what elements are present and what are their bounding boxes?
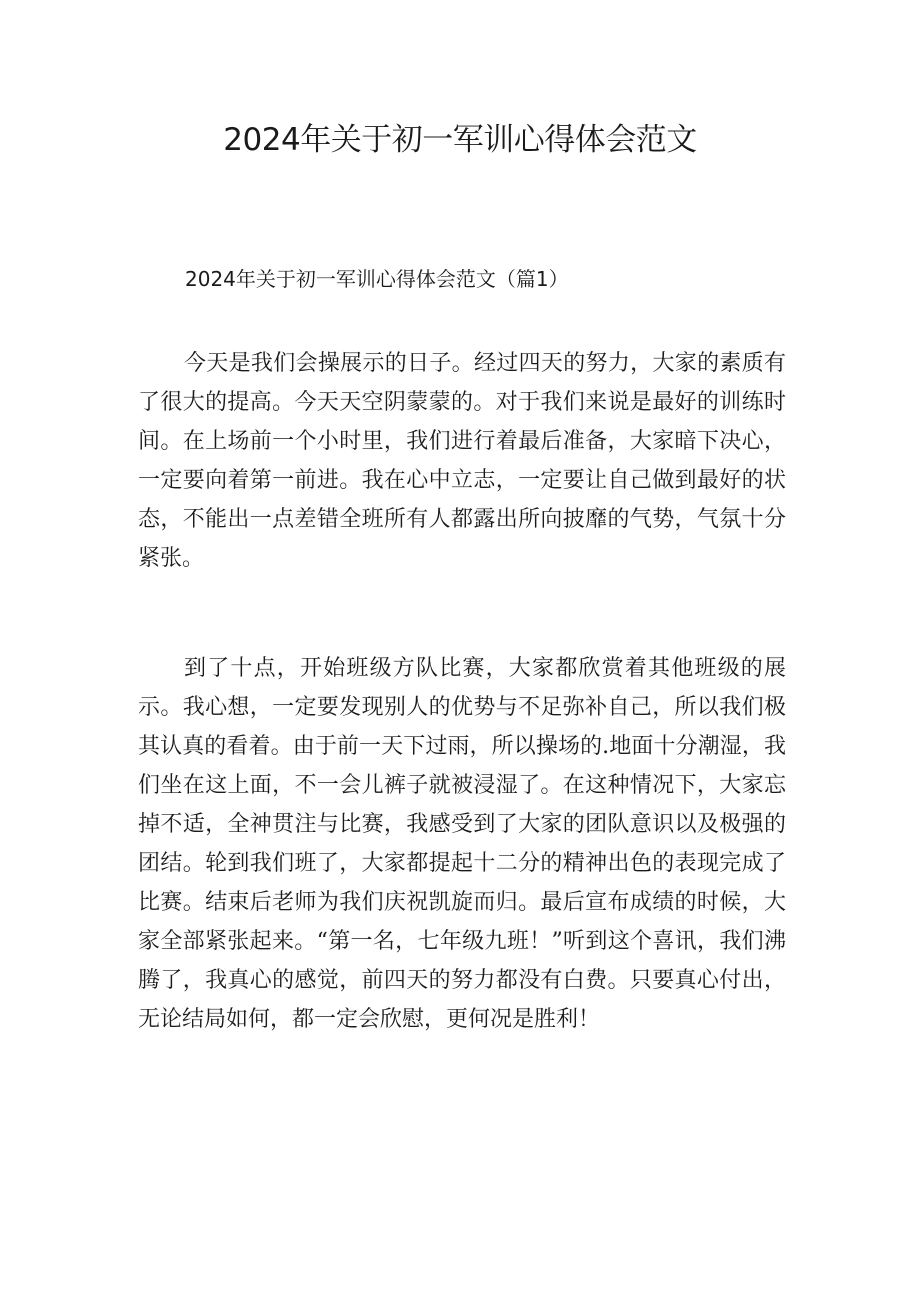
body-paragraph-2: 到了十点，开始班级方队比赛，大家都欣赏着其他班级的展示。我心想，一定要发现别人的优势与不足弥补自己，所以我们极其认真的看着。由于前一天下过雨，所以操场的.地面十分潮湿，我们坐在这上面，不一会儿裤子就被浸湿了。在这种情况下，大家忘掉不适，全神贯注与比赛，我感受到了大家的团队意识以及极强的团结。轮到我们班了，大家都提起十二分的精神出色的表现完成了比赛。结束后老师为我们庆祝凯旋而归。最后宣布成绩的时候，大家全部紧张起来。“第一名，七年级九班！”听到这个喜讯，我们沸腾了，我真心的感觉，前四天的努力都没有白费。只要真心付出，无论结局如何，都一定会欣慰，更何况是胜利！: [138, 656, 786, 1032]
document-title: 2024年关于初一军训心得体会范文: [223, 122, 697, 158]
body-paragraph-1: 今天是我们会操展示的日子。经过四天的努力，大家的素质有了很大的提高。今天天空阴蒙蒙的。对于我们来说是最好的训练时间。在上场前一个小时里，我们进行着最后准备，大家暗下决心，一定要向着第一前进。我在心中立志，一定要让自己做到最好的状态，不能出一点差错全班所有人都露出所向披靡的气势，气氛十分紧张。: [138, 351, 786, 571]
section-heading: 2024年关于初一军训心得体会范文（篇1）: [185, 267, 569, 291]
